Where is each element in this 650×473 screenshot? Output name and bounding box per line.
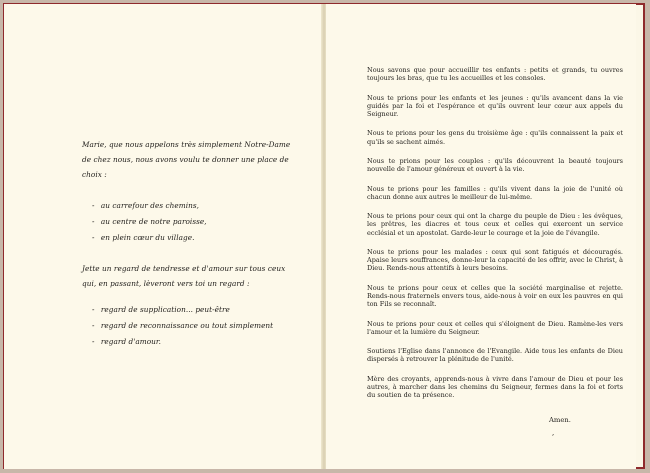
- list-item: - regard de supplication... peut-être: [92, 302, 292, 318]
- left-prayer-text: [82, 137, 292, 350]
- prayer-paragraph: Nous te prions pour les malades : ceux qui sont fatigués et découragés. Apaise leurs souffrances, donne-leur la capacité de les offrir, avec le Christ, à Dieu. Rends-nous attentifs à leurs besoins.: [367, 247, 623, 273]
- list-item: - regard de reconnaissance ou tout simplement: [92, 318, 292, 334]
- prayer-paragraph: Nous te prions pour ceux et celles que la société marginalise et rejette. Rends-nous fraternels envers tous, aide-nous à voir en eux les pauvres en qui ton Fils se reconnaît.: [367, 283, 623, 309]
- prayer-paragraph: Nous te prions pour les familles : qu'ils vivent dans la joie de l'unité où chacun donne aux autres le meilleur de lui-même.: [367, 184, 623, 201]
- intro-paragraph: Marie, que nous appelons très simplement Notre-Dame de chez nous, nous avons voulu te donner une place de choix :: [82, 140, 291, 180]
- amen-closing: Amen.: [549, 416, 571, 424]
- prayer-paragraph: Soutiens l'Eglise dans l'annonce de l'Evangile. Aide tous les enfants de Dieu dispersés à retrouver la plénitude de l'unité.: [367, 347, 623, 364]
- prayer-paragraph: Nous te prions pour ceux qui ont la charge du peuple de Dieu : les évêques, les prêtres, les diacres et tous ceux et celles qui exercent un service ecclésial et un apostolat. Garde-leur le courage et la joie de l'évangile.: [367, 212, 623, 237]
- list-item: - en plein cœur du village.: [92, 230, 292, 246]
- looks-list: [82, 302, 292, 350]
- places-list: [82, 198, 292, 246]
- prayer-paragraph: Nous te prions pour les gens du troisième âge : qu'ils connaissent la paix et qu'ils se sachent aimés.: [367, 129, 623, 146]
- prayer-paragraph: Nous te prions pour les enfants et les jeunes : qu'ils avancent dans la vie guidés par la foi et l'espérance et qu'ils ouvrent leur cœur aux appels du Seigneur.: [367, 93, 623, 118]
- prayer-paragraph: Nous te prions pour ceux et celles qui s'éloignent de Dieu. Ramène-les vers l'amour et la lumière du Seigneur.: [367, 319, 623, 336]
- list-item: - au centre de notre paroisse,: [92, 214, 292, 230]
- prayer-paragraph: Nous savons que pour accueillir tes enfants : petits et grands, tu ouvres toujours les bras, que tu les accueilles et les consoles.: [367, 66, 623, 83]
- list-item: - au carrefour des chemins,: [92, 198, 292, 214]
- list-item: - regard d'amour.: [92, 334, 292, 350]
- middle-paragraph: Jette un regard de tendresse et d'amour sur tous ceux qui, en passant, lèveront vers toi un regard :: [82, 263, 286, 288]
- prayer-paragraph: Mère des croyants, apprends-nous à vivre dans l'amour de Dieu et pour les autres, à marcher dans les chemins du Seigneur, fermes dans la foi et forts du soutien de ta présence.: [367, 374, 623, 400]
- right-prayer-text: [367, 66, 623, 403]
- closing-mark: ,: [552, 429, 555, 437]
- prayer-paragraph: Nous te prions pour les couples : qu'ils découvrent la beauté toujours nouvelle de l'amour généreux et ouvert à la vie.: [367, 156, 623, 174]
